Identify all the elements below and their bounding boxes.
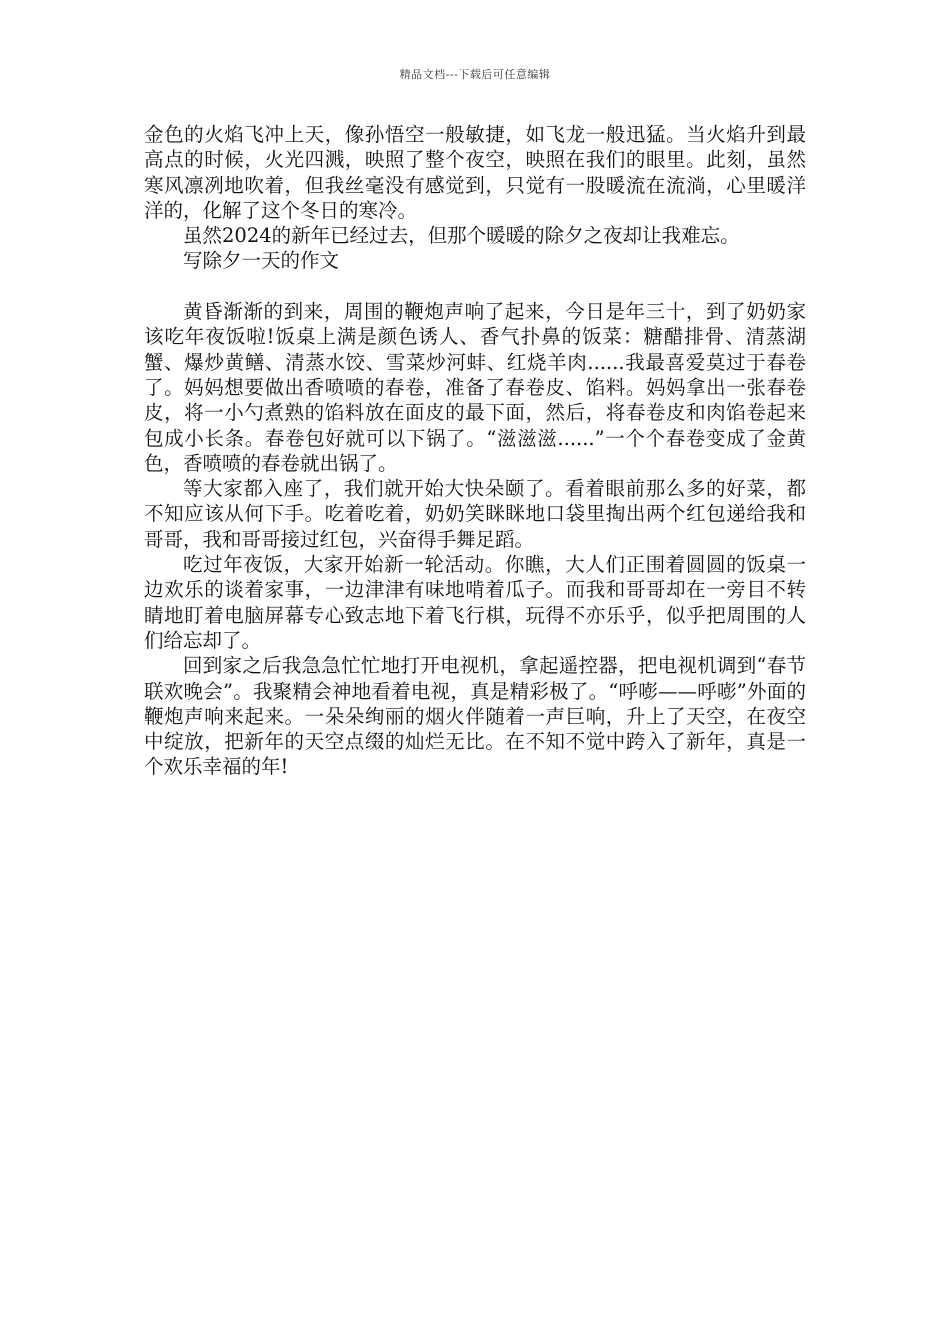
paragraph-fireworks: 金色的火焰飞冲上天，像孙悟空一般敏捷，如飞龙一般迅猛。当火焰升到最高点的时候，火光四溅，映照了整个夜空，映照在我们的眼里。此刻，虽然寒风凛冽地吹着，但我丝毫没有感觉到，只觉有一股暖流在流淌，心里暖洋洋的，化解了这个冬日的寒冷。 [144,123,806,222]
paragraph-activities: 吃过年夜饭，大家开始新一轮活动。你瞧，大人们正围着圆圆的饭桌一边欢乐的谈着家事，一边津津有味地啃着瓜子。而我和哥哥却在一旁目不转睛地盯着电脑屏幕专心致志地下着飞行棋，玩得不亦乐乎，似乎把周围的人们给忘却了。 [144,553,806,652]
paragraph-red-envelope: 等大家都入座了，我们就开始大快朵颐了。看着眼前那么多的好菜，都不知应该从何下手。吃着吃着，奶奶笑眯眯地口袋里掏出两个红包递给我和哥哥，我和哥哥接过红包，兴奋得手舞足蹈。 [144,477,806,551]
paragraph-dinner: 黄昏渐渐的到来，周围的鞭炮声响了起来，今日是年三十，到了奶奶家该吃年夜饭啦!饭桌上满是颜色诱人、香气扑鼻的饭菜：糖醋排骨、清蒸湖蟹、爆炒黄鳝、清蒸水饺、雪菜炒河蚌、红烧羊肉......我最喜爱莫过于春卷了。妈妈想要做出香喷喷的春卷，准备了春卷皮、馅料。妈妈拿出一张春卷皮，将一小勺煮熟的馅料放在面皮的最下面，然后，将春卷皮和肉馅卷起来包成小长条。春卷包好就可以下锅了。“滋滋滋......”一个个春卷变成了金黄色，香喷喷的春卷就出锅了。 [144,300,806,475]
blank-line [144,274,806,299]
paragraph-gala: 回到家之后我急急忙忙地打开电视机，拿起遥控器，把电视机调到“春节联欢晚会”。我聚精会神地看着电视，真是精彩极了。“呼嘭——呼嘭”外面的鞭炮声响来起来。一朵朵绚丽的烟火伴随着一声巨响，升上了天空，在夜空中绽放，把新年的天空点缀的灿烂无比。在不知不觉中跨入了新年，真是一个欢乐幸福的年! [144,654,806,779]
document-body [144,122,806,780]
page-header: 精品文档---下载后可任意编辑 [399,68,551,81]
paragraph-unforgettable: 虽然2024的新年已经过去，但那个暖暖的除夕之夜却让我难忘。 [183,224,740,248]
essay-title: 写除夕一天的作文 [183,249,340,273]
